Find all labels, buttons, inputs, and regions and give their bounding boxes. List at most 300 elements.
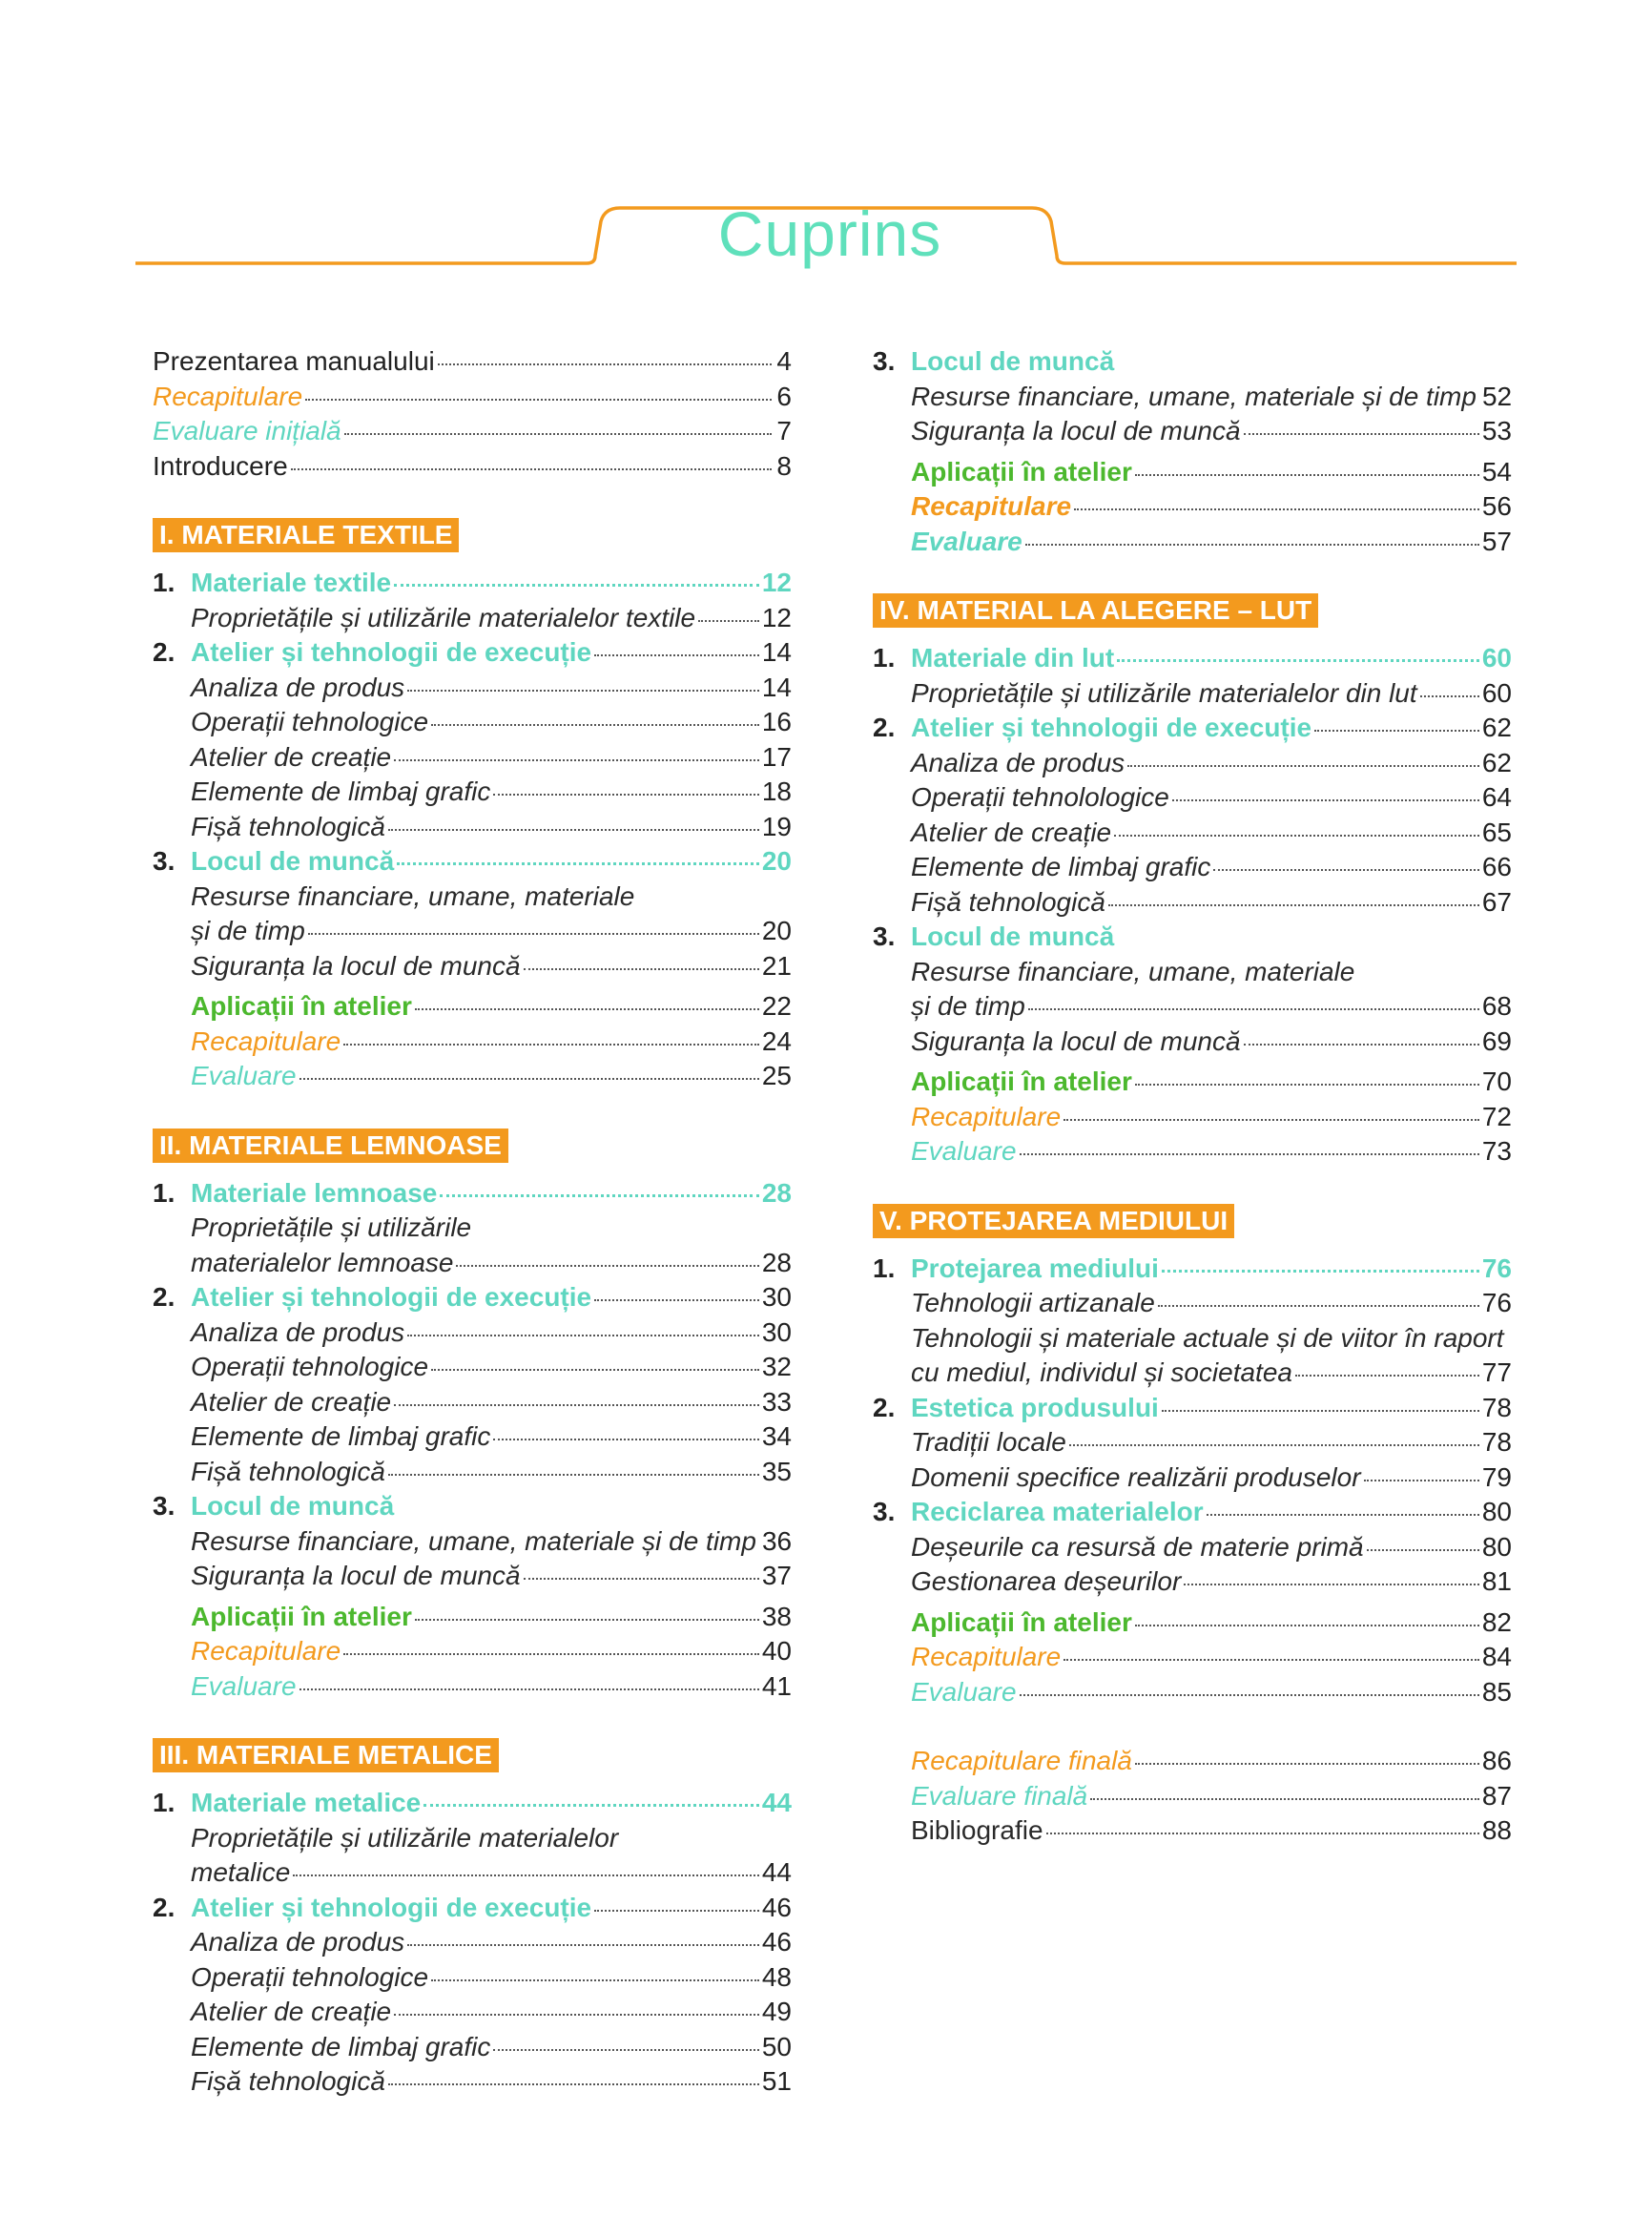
chapter-number: 2. bbox=[153, 1282, 176, 1312]
toc-entry-page: 60 bbox=[1481, 677, 1512, 708]
toc-entry[interactable] bbox=[873, 780, 1512, 816]
toc-entry-page: 21 bbox=[761, 950, 792, 981]
toc-entry-title: Atelier de creație bbox=[911, 817, 1112, 847]
toc-entry-page: 35 bbox=[761, 1456, 792, 1486]
toc-entry[interactable] bbox=[153, 380, 792, 415]
dot-leader bbox=[1127, 765, 1479, 767]
toc-entry[interactable] bbox=[153, 1559, 792, 1594]
toc-entry-page: 4 bbox=[776, 346, 792, 376]
spacer bbox=[873, 1709, 1512, 1744]
recapitulare-entry[interactable] bbox=[153, 1634, 792, 1669]
chapter-page: 78 bbox=[1481, 1392, 1512, 1422]
dot-leader bbox=[415, 1619, 759, 1621]
toc-entry-wrapped-line bbox=[873, 1321, 1512, 1357]
toc-entry-page: 18 bbox=[761, 777, 792, 806]
toc-right-column bbox=[873, 344, 1512, 1849]
chapter-title: Reciclarea materialelor bbox=[911, 1497, 1204, 1526]
toc-entry-page: 24 bbox=[761, 1025, 792, 1056]
toc-entry[interactable] bbox=[873, 676, 1512, 712]
dot-leader bbox=[343, 1044, 759, 1046]
toc-entry[interactable] bbox=[153, 740, 792, 776]
toc-entry-page: 76 bbox=[1481, 1288, 1512, 1317]
evaluare-finala-entry[interactable] bbox=[873, 1779, 1512, 1814]
aplicatii-title: Aplicații în atelier bbox=[191, 1601, 412, 1631]
recapitulare-entry[interactable] bbox=[873, 1100, 1512, 1135]
toc-entry[interactable] bbox=[153, 705, 792, 740]
chapter-page: 46 bbox=[761, 1892, 792, 1922]
toc-entry-title: Tradiții locale bbox=[911, 1427, 1066, 1457]
recapitulare-title: Recapitulare bbox=[911, 1101, 1062, 1131]
chapter-entry[interactable] bbox=[153, 635, 792, 671]
chapter-entry[interactable] bbox=[873, 1391, 1512, 1426]
toc-entry-page: 88 bbox=[1481, 1815, 1512, 1845]
toc-entry-page: 6 bbox=[776, 381, 792, 411]
chapter-number: 1. bbox=[873, 1253, 896, 1283]
toc-entry[interactable] bbox=[153, 671, 792, 706]
toc-entry-title: Analiza de produs bbox=[911, 747, 1125, 777]
toc-entry[interactable] bbox=[873, 1286, 1512, 1321]
chapter-title: Atelier și tehnologii de execuție bbox=[191, 1892, 592, 1922]
chapter-page: 14 bbox=[761, 637, 792, 667]
toc-entry-title: Prezentarea manualului bbox=[153, 346, 435, 376]
chapter-entry[interactable] bbox=[873, 344, 1512, 380]
toc-entry-title: Siguranța la locul de muncă bbox=[911, 1025, 1241, 1056]
toc-entry[interactable] bbox=[873, 1564, 1512, 1600]
toc-entry-title: Tehnologii artizanale bbox=[911, 1288, 1155, 1317]
dot-leader bbox=[394, 759, 759, 761]
evaluare-title: Evaluare bbox=[191, 1061, 297, 1090]
toc-entry[interactable] bbox=[153, 1419, 792, 1455]
toc-entry-page: 25 bbox=[761, 1061, 792, 1090]
dot-leader bbox=[423, 1804, 759, 1807]
toc-entry-page: 36 bbox=[761, 1525, 793, 1556]
chapter-number: 3. bbox=[153, 846, 176, 876]
chapter-entry[interactable] bbox=[873, 920, 1512, 955]
toc-entry-page: 44 bbox=[761, 1857, 792, 1887]
toc-entry-title: și de timp bbox=[191, 916, 305, 945]
toc-entry-title: Evaluare finală bbox=[911, 1780, 1088, 1811]
toc-entry-page: 7 bbox=[776, 416, 792, 445]
chapter-page: 20 bbox=[761, 846, 792, 876]
toc-entry-page: 22 bbox=[761, 991, 792, 1021]
toc-entry-title: Gestionarea deșeurilor bbox=[911, 1566, 1182, 1596]
dot-leader bbox=[1135, 1763, 1479, 1765]
toc-entry[interactable] bbox=[153, 810, 792, 845]
chapter-entry[interactable] bbox=[873, 1495, 1512, 1530]
recapitulare-title: Recapitulare bbox=[191, 1636, 341, 1666]
dot-leader bbox=[308, 933, 759, 935]
chapter-entry[interactable] bbox=[153, 1280, 792, 1315]
chapter-title: Locul de muncă bbox=[191, 1491, 395, 1521]
chapter-title: Locul de muncă bbox=[191, 846, 395, 876]
dot-leader bbox=[1367, 1549, 1479, 1551]
chapter-number: 2. bbox=[873, 1392, 896, 1422]
dot-leader bbox=[1108, 904, 1479, 906]
chapter-entry[interactable] bbox=[153, 566, 792, 601]
unit-heading: II. MATERIALE LEMNOASE bbox=[153, 1129, 508, 1163]
toc-entry-page: 52 bbox=[1481, 381, 1513, 411]
toc-entry-title: Fișă tehnologică bbox=[911, 886, 1105, 917]
toc-entry-title: Proprietățile și utilizările materialelor bbox=[191, 1822, 619, 1853]
toc-entry-page: 38 bbox=[761, 1601, 792, 1631]
toc-entry-title: Resurse financiare, umane, materiale bbox=[911, 956, 1355, 986]
toc-entry[interactable] bbox=[153, 949, 792, 984]
toc-entry-page: 40 bbox=[761, 1636, 792, 1666]
toc-entry[interactable] bbox=[873, 850, 1512, 885]
dot-leader bbox=[388, 829, 759, 831]
dot-leader bbox=[388, 2083, 759, 2085]
toc-entry-page: 17 bbox=[761, 741, 792, 772]
toc-entry-page: 51 bbox=[761, 2066, 792, 2096]
toc-entry-title: Introducere bbox=[153, 450, 288, 481]
toc-entry-page: 41 bbox=[761, 1670, 792, 1701]
toc-entry[interactable] bbox=[153, 1855, 792, 1891]
dot-leader bbox=[594, 1299, 759, 1301]
aplicatii-entry[interactable] bbox=[873, 1605, 1512, 1641]
toc-entry-title: Analiza de produs bbox=[191, 1316, 405, 1347]
toc-entry[interactable] bbox=[873, 1460, 1512, 1496]
dot-leader bbox=[1063, 1119, 1479, 1121]
page-title: Cuprins bbox=[717, 198, 942, 269]
evaluare-entry[interactable] bbox=[153, 1669, 792, 1705]
chapter-entry[interactable] bbox=[153, 1891, 792, 1926]
toc-entry-page: 49 bbox=[761, 1997, 792, 2026]
toc-entry[interactable] bbox=[153, 775, 792, 810]
chapter-number: 3. bbox=[873, 1497, 896, 1526]
chapter-entry[interactable] bbox=[153, 1786, 792, 1821]
recapitulare-title: Recapitulare bbox=[911, 1642, 1062, 1671]
toc-entry-page: 67 bbox=[1481, 886, 1512, 917]
dot-leader bbox=[524, 1578, 759, 1580]
dot-leader bbox=[415, 1008, 759, 1010]
toc-entry[interactable] bbox=[153, 449, 792, 485]
dot-leader bbox=[493, 2049, 758, 2051]
toc-entry-title: Operații tehnologice bbox=[191, 1961, 429, 1992]
dot-leader bbox=[1135, 1084, 1479, 1086]
aplicatii-title: Aplicații în atelier bbox=[911, 1067, 1132, 1096]
chapter-number: 1. bbox=[153, 1788, 176, 1817]
dot-leader bbox=[1364, 1480, 1479, 1481]
toc-entry[interactable] bbox=[153, 1455, 792, 1490]
chapter-title: Estetica produsului bbox=[911, 1392, 1159, 1422]
chapter-title: Atelier și tehnologii de execuție bbox=[911, 713, 1312, 742]
toc-entry-page: 73 bbox=[1481, 1136, 1512, 1166]
toc-entry-title: Evaluare inițială bbox=[153, 416, 341, 445]
chapter-number: 2. bbox=[153, 637, 176, 667]
dot-leader bbox=[431, 1369, 759, 1371]
toc-entry-title: Resurse financiare, umane, materiale și de timp bbox=[191, 1525, 756, 1556]
recapitulare-finala-entry[interactable] bbox=[873, 1744, 1512, 1779]
dot-leader bbox=[299, 1688, 759, 1690]
toc-entry-wrapped-line bbox=[153, 880, 792, 915]
toc-entry[interactable] bbox=[153, 1350, 792, 1385]
dot-leader bbox=[1162, 1410, 1479, 1412]
chapter-page: 28 bbox=[761, 1177, 792, 1208]
toc-entry[interactable] bbox=[153, 1524, 792, 1560]
chapter-page: 44 bbox=[761, 1788, 792, 1817]
toc-entry-page: 65 bbox=[1481, 817, 1512, 847]
toc-entry-page: 48 bbox=[761, 1961, 792, 1992]
toc-entry-title: materialelor lemnoase bbox=[191, 1247, 454, 1277]
dot-leader bbox=[440, 1194, 759, 1197]
toc-entry-title: Operații tehnologice bbox=[191, 1352, 429, 1381]
toc-entry-title: Deșeurile ca resursă de materie primă bbox=[911, 1531, 1364, 1562]
chapter-title: Protejarea mediului bbox=[911, 1253, 1159, 1283]
dot-leader bbox=[1117, 659, 1479, 662]
toc-entry-page: 62 bbox=[1481, 747, 1512, 777]
toc-entry-title: Domenii specifice realizării produselor bbox=[911, 1461, 1361, 1492]
toc-entry[interactable] bbox=[873, 1425, 1512, 1460]
dot-leader bbox=[1162, 1270, 1479, 1273]
chapter-page: 30 bbox=[761, 1282, 792, 1312]
chapter-title: Materiale lemnoase bbox=[191, 1177, 438, 1208]
toc-entry[interactable] bbox=[873, 1356, 1512, 1391]
chapter-entry[interactable] bbox=[153, 1489, 792, 1524]
toc-entry-title: Siguranța la locul de muncă bbox=[911, 416, 1241, 445]
toc-entry-title: Fișă tehnologică bbox=[191, 1456, 385, 1486]
toc-entry[interactable] bbox=[873, 1530, 1512, 1565]
chapter-entry[interactable] bbox=[873, 711, 1512, 746]
dot-leader bbox=[431, 1979, 759, 1981]
toc-entry-page: 70 bbox=[1481, 1067, 1512, 1096]
chapter-page: 12 bbox=[761, 568, 792, 597]
toc-entry-page: 86 bbox=[1481, 1746, 1512, 1775]
chapter-title: Materiale din lut bbox=[911, 643, 1115, 673]
evaluare-title: Evaluare bbox=[911, 1136, 1017, 1166]
recapitulare-entry[interactable] bbox=[873, 489, 1512, 525]
toc-entry[interactable] bbox=[153, 1385, 792, 1420]
dot-leader bbox=[388, 1474, 759, 1476]
dot-leader bbox=[1207, 1514, 1479, 1516]
chapter-number: 2. bbox=[153, 1892, 176, 1922]
dot-leader bbox=[1314, 730, 1479, 732]
dot-leader bbox=[407, 1944, 759, 1946]
dot-leader bbox=[1090, 1798, 1479, 1800]
toc-entry-title: Atelier de creație bbox=[191, 1386, 392, 1417]
toc-entry-title: Proprietățile și utilizările materialelor textile bbox=[191, 602, 696, 632]
unit-heading: IV. MATERIAL LA ALEGERE – LUT bbox=[873, 593, 1318, 628]
chapter-page: 80 bbox=[1481, 1497, 1512, 1526]
dot-leader bbox=[1135, 474, 1479, 476]
spacer bbox=[873, 1170, 1512, 1204]
toc-entry-title: Bibliografie bbox=[911, 1815, 1043, 1845]
toc-entry-title: metalice bbox=[191, 1857, 291, 1887]
chapter-entry[interactable] bbox=[873, 641, 1512, 676]
toc-entry-page: 77 bbox=[1481, 1357, 1512, 1387]
dot-leader bbox=[1244, 433, 1479, 435]
dot-leader bbox=[394, 1404, 759, 1406]
chapter-title: Materiale metalice bbox=[191, 1788, 422, 1817]
chapter-page: 60 bbox=[1481, 643, 1512, 673]
toc-entry-wrapped-line bbox=[873, 955, 1512, 990]
dot-leader bbox=[1069, 1444, 1479, 1446]
bibliografie-entry[interactable] bbox=[873, 1813, 1512, 1849]
toc-entry-page: 14 bbox=[761, 672, 792, 702]
toc-entry-title: Siguranța la locul de muncă bbox=[191, 1561, 521, 1590]
toc-entry-title: Elemente de limbaj grafic bbox=[191, 1421, 491, 1451]
toc-entry-title: Operații tehnolologice bbox=[911, 782, 1169, 812]
dot-leader bbox=[291, 468, 772, 470]
evaluare-entry[interactable] bbox=[873, 525, 1512, 560]
toc-entry[interactable] bbox=[153, 1315, 792, 1351]
dot-leader bbox=[594, 654, 759, 656]
toc-entry-page: 50 bbox=[761, 2031, 792, 2061]
toc-entry-page: 56 bbox=[1481, 491, 1512, 521]
evaluare-title: Evaluare bbox=[911, 526, 1022, 556]
toc-entry-title: Elemente de limbaj grafic bbox=[191, 2031, 491, 2061]
toc-entry-title: Recapitulare finală bbox=[911, 1746, 1132, 1775]
toc-entry[interactable] bbox=[153, 2030, 792, 2065]
dot-leader bbox=[438, 363, 772, 365]
toc-entry-page: 37 bbox=[761, 1561, 792, 1590]
recapitulare-title: Recapitulare bbox=[191, 1025, 341, 1056]
toc-entry[interactable] bbox=[873, 816, 1512, 851]
dot-leader bbox=[1213, 869, 1478, 871]
toc-entry-title: Operații tehnologice bbox=[191, 707, 429, 736]
chapter-number: 3. bbox=[873, 346, 896, 376]
toc-entry-page: 30 bbox=[761, 1316, 792, 1347]
toc-entry-page: 8 bbox=[776, 450, 792, 481]
toc-entry-title: Analiza de produs bbox=[191, 672, 405, 702]
toc-entry-page: 34 bbox=[761, 1421, 792, 1451]
dot-leader bbox=[1025, 544, 1479, 546]
toc-entry-title: și de timp bbox=[911, 991, 1025, 1021]
evaluare-entry[interactable] bbox=[153, 1059, 792, 1094]
page-header bbox=[0, 0, 1652, 286]
dot-leader bbox=[1046, 1833, 1479, 1834]
toc-entry-page: 33 bbox=[761, 1386, 792, 1417]
chapter-number: 1. bbox=[153, 568, 176, 597]
toc-entry-page: 66 bbox=[1481, 852, 1512, 881]
unit-heading: III. MATERIALE METALICE bbox=[153, 1738, 499, 1772]
dot-leader bbox=[1028, 1008, 1479, 1010]
chapter-title: Locul de muncă bbox=[911, 922, 1115, 951]
chapter-entry[interactable] bbox=[153, 844, 792, 880]
dot-leader bbox=[1020, 1153, 1479, 1155]
toc-left-column bbox=[153, 344, 792, 2100]
toc-entry[interactable] bbox=[153, 601, 792, 636]
toc-entry[interactable] bbox=[153, 1246, 792, 1281]
recapitulare-entry[interactable] bbox=[873, 1640, 1512, 1675]
dot-leader bbox=[594, 1910, 759, 1912]
dot-leader bbox=[1074, 508, 1479, 510]
toc-entry-wrapped-line bbox=[153, 1211, 792, 1246]
toc-entry[interactable] bbox=[873, 380, 1512, 415]
chapter-page: 62 bbox=[1481, 713, 1512, 742]
dot-leader bbox=[1420, 695, 1479, 697]
dot-leader bbox=[493, 794, 758, 796]
toc-entry-title: Siguranța la locul de muncă bbox=[191, 950, 521, 981]
evaluare-entry[interactable] bbox=[873, 1134, 1512, 1170]
toc-entry[interactable] bbox=[153, 914, 792, 949]
dot-leader bbox=[1295, 1375, 1479, 1377]
toc-entry-title: Fișă tehnologică bbox=[191, 811, 385, 841]
toc-entry-title: Resurse financiare, umane, materiale bbox=[191, 880, 635, 911]
aplicatii-entry[interactable] bbox=[153, 1600, 792, 1635]
toc-entry-page: 78 bbox=[1481, 1427, 1512, 1457]
dot-leader bbox=[397, 862, 759, 865]
dot-leader bbox=[698, 620, 759, 622]
dot-leader bbox=[1114, 835, 1479, 837]
toc-entry-title: cu mediul, individul și societatea bbox=[911, 1357, 1292, 1387]
chapter-title: Locul de muncă bbox=[911, 346, 1115, 376]
toc-entry[interactable] bbox=[153, 344, 792, 380]
evaluare-entry[interactable] bbox=[873, 1675, 1512, 1710]
toc-entry-page: 16 bbox=[761, 707, 792, 736]
toc-entry-page: 32 bbox=[761, 1352, 792, 1381]
dot-leader bbox=[1244, 1044, 1479, 1046]
aplicatii-entry[interactable] bbox=[873, 455, 1512, 490]
dot-leader bbox=[343, 1653, 759, 1655]
toc-entry-title: Analiza de produs bbox=[191, 1927, 405, 1957]
dot-leader bbox=[1172, 799, 1479, 801]
dot-leader bbox=[1063, 1659, 1479, 1661]
toc-entry-page: 85 bbox=[1481, 1676, 1512, 1707]
aplicatii-entry[interactable] bbox=[153, 989, 792, 1025]
toc-entry-page: 79 bbox=[1481, 1461, 1512, 1492]
unit-heading: I. MATERIALE TEXTILE bbox=[153, 518, 459, 552]
toc-entry[interactable] bbox=[153, 1960, 792, 1996]
toc-entry-page: 54 bbox=[1481, 456, 1512, 487]
toc-entry[interactable] bbox=[153, 414, 792, 449]
aplicatii-entry[interactable] bbox=[873, 1065, 1512, 1100]
dot-leader bbox=[293, 1874, 759, 1876]
toc-entry-page: 28 bbox=[761, 1247, 792, 1277]
dot-leader bbox=[407, 1335, 759, 1336]
dot-leader bbox=[456, 1265, 758, 1267]
recapitulare-title: Recapitulare bbox=[911, 491, 1072, 521]
dot-leader bbox=[305, 399, 772, 401]
toc-entry[interactable] bbox=[873, 989, 1512, 1025]
chapter-title: Atelier și tehnologii de execuție bbox=[191, 1282, 592, 1312]
toc-entry[interactable] bbox=[873, 1025, 1512, 1060]
dot-leader bbox=[493, 1439, 758, 1440]
toc-entry-title: Recapitulare bbox=[153, 381, 303, 411]
toc-entry[interactable] bbox=[153, 1925, 792, 1960]
chapter-number: 3. bbox=[153, 1491, 176, 1521]
toc-entry[interactable] bbox=[873, 885, 1512, 921]
chapter-entry[interactable] bbox=[153, 1176, 792, 1212]
toc-entry-page: 64 bbox=[1481, 782, 1512, 812]
evaluare-title: Evaluare bbox=[911, 1676, 1017, 1707]
toc-entry[interactable] bbox=[153, 1995, 792, 2030]
toc-entry-page: 72 bbox=[1481, 1101, 1512, 1131]
recapitulare-entry[interactable] bbox=[153, 1025, 792, 1060]
toc-entry-page: 46 bbox=[761, 1927, 792, 1957]
dot-leader bbox=[394, 584, 759, 587]
aplicatii-title: Aplicații în atelier bbox=[911, 456, 1132, 487]
aplicatii-title: Aplicații în atelier bbox=[911, 1606, 1132, 1637]
spacer bbox=[153, 1704, 792, 1738]
toc-entry-page: 84 bbox=[1481, 1642, 1512, 1671]
toc-entry-title: Elemente de limbaj grafic bbox=[191, 777, 491, 806]
chapter-title: Atelier și tehnologii de execuție bbox=[191, 637, 592, 667]
toc-entry-page: 82 bbox=[1481, 1606, 1512, 1637]
toc-entry[interactable] bbox=[153, 2064, 792, 2100]
spacer bbox=[153, 1094, 792, 1129]
toc-entry-page: 57 bbox=[1481, 526, 1512, 556]
chapter-entry[interactable] bbox=[873, 1252, 1512, 1287]
toc-entry[interactable] bbox=[873, 414, 1512, 449]
dot-leader bbox=[524, 968, 759, 970]
toc-entry-page: 68 bbox=[1481, 991, 1512, 1021]
toc-entry[interactable] bbox=[873, 746, 1512, 781]
toc-entry-page: 12 bbox=[761, 602, 792, 632]
aplicatii-title: Aplicații în atelier bbox=[191, 991, 412, 1021]
toc-entry-title: Atelier de creație bbox=[191, 741, 392, 772]
spacer bbox=[873, 559, 1512, 593]
dot-leader bbox=[394, 2014, 759, 2016]
